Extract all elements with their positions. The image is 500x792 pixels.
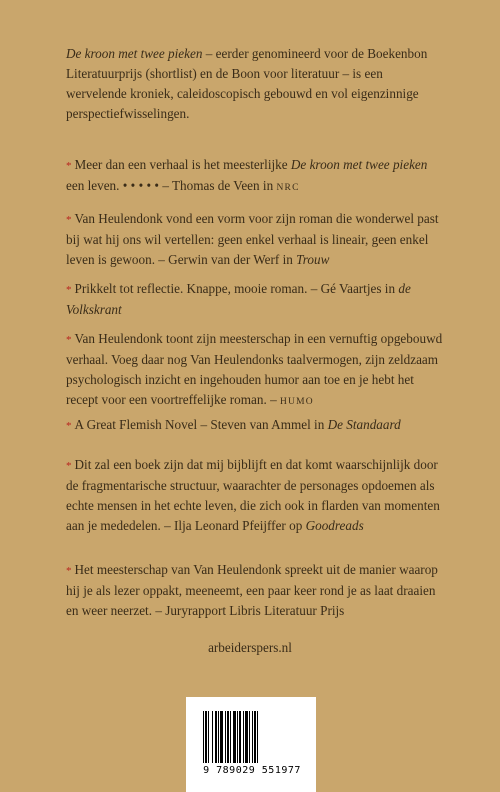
review-quote: * Dit zal een boek zijn dat mij bijblijft en dat komt waarschijnlijk door de fragmentarische structuur, waarachter de personages opdoemen als echte mensen in het echte leven, die zich ook in flarden van momenten aan je mededelen. – Ilja Leonard Pfeijffer op Goodreads (66, 457, 440, 533)
quote-marker-icon: * (66, 160, 72, 172)
isbn-number: 9 789029 551977 (203, 765, 301, 776)
quote-marker-icon: * (66, 334, 72, 346)
quote-marker-icon: * (66, 565, 72, 577)
review-quote: * Meer dan een verhaal is het meesterlijke De kroon met twee pieken een leven. • • • • • – Thomas de Veen in NRC (66, 157, 428, 193)
source-name: HUMO (279, 397, 314, 407)
publisher-website: arbeiderspers.nl (208, 640, 292, 655)
barcode (186, 697, 316, 792)
source-name: de Volkskrant (66, 281, 411, 317)
source-name: Trouw (296, 252, 330, 267)
review-quote: * Het meesterschap van Van Heulendonk spreekt uit de manier waarop hij je als lezer oppakt, meeneemt, een paar keer rond je as laat draaien en weer neerzet. – Juryrapport Libris Literatuur Prijs (66, 562, 438, 618)
review-quote: * Prikkelt tot reflectie. Knappe, mooie roman. – Gé Vaartjes in de Volkskrant (66, 281, 411, 317)
barcode-bars (203, 711, 299, 763)
quote-marker-icon: * (66, 460, 72, 472)
source-name: Goodreads (305, 518, 364, 533)
source-name: NRC (276, 183, 300, 193)
quote-marker-icon: * (66, 214, 72, 226)
review-quote: * A Great Flemish Novel – Steven van Ammel in De Standaard (66, 417, 401, 432)
quote-marker-icon: * (66, 420, 72, 432)
review-quote: * Van Heulendonk vond een vorm voor zijn roman die wonderwel past bij wat hij ons wil vertellen: geen enkel verhaal is lineair, geen enkel leven is gewoon. – Gerwin van der Werf in Trouw (66, 211, 439, 267)
intro-paragraph (66, 44, 446, 124)
quote-marker-icon: * (66, 284, 72, 296)
book-title: De kroon met twee pieken (66, 46, 203, 61)
intro-text: – eerder genomineerd voor de Boekenbon Literatuurprijs (shortlist) en de Boon voor literatuur – is een wervelende kroniek, caleidoscopisch gebouwd en vol eigenzinnige perspectiefwisselingen. (66, 46, 428, 121)
source-name: De Standaard (327, 417, 401, 432)
review-quote: * Van Heulendonk toont zijn meesterschap in een vernuftig opgebouwd verhaal. Voeg daar nog Van Heulendonks taalvermogen, zijn zeldzaam psychologisch inzicht en ingehouden humor aan toe en je hebt het recept voor een voortreffelijke roman. – HUMO (66, 331, 443, 407)
